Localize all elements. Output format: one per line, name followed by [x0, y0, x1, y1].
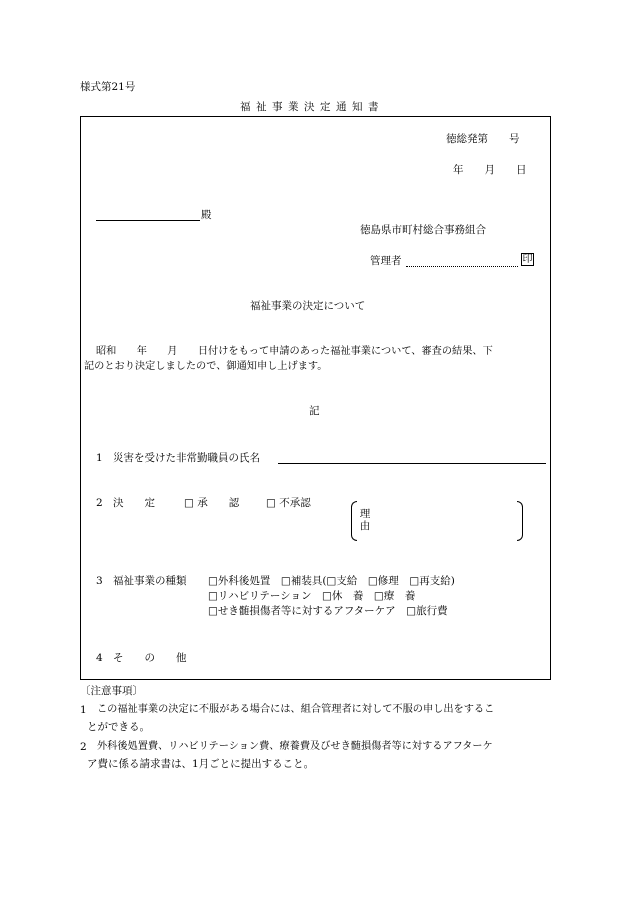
- ki-heading: 記: [309, 405, 320, 417]
- document-title: 福祉事業決定通知書: [240, 101, 384, 113]
- employee-name-line[interactable]: [278, 463, 546, 464]
- item-3-number: 3: [96, 575, 103, 587]
- reason-field[interactable]: [374, 503, 514, 539]
- item-4-label: そ の 他: [113, 652, 187, 664]
- issuer-organization: 徳島県市町村総合事務組合: [360, 224, 486, 236]
- document-number: 徳総発第 号: [446, 133, 520, 145]
- benefit-type-row-3[interactable]: □せき髄損傷者等に対するアフターケア □旅行費: [208, 605, 448, 617]
- item-3-label: 福祉事業の種類: [113, 575, 187, 587]
- seal-mark: 印: [522, 254, 533, 265]
- body-line-2: 記のとおり決定しましたので、御通知申し上げます。: [84, 361, 328, 372]
- benefit-type-row-2[interactable]: □リハビリテーション □休 養 □療 養: [208, 590, 416, 602]
- item-2-label: 決 定: [113, 497, 155, 509]
- addressee-suffix: 殿: [201, 209, 212, 221]
- form-number: 様式第21号: [80, 81, 136, 93]
- item-2-number: 2: [96, 497, 103, 509]
- note-2-line-1: 外科後処置費、リハビリテーション費、療養費及びせき髄損傷者等に対するアフターケ: [97, 741, 493, 752]
- subject-heading: 福祉事業の決定について: [250, 300, 366, 312]
- issue-date: 年 月 日: [453, 164, 527, 176]
- note-1-line-1: この福祉事業の決定に不服がある場合には、組合管理者に対して不服の申し出をするこ: [97, 704, 495, 715]
- notes-heading: 〔注意事項〕: [80, 685, 143, 697]
- note-2-line-2: ア費に係る請求書は、1月ごとに提出すること。: [87, 758, 315, 770]
- reason-bracket-right: [517, 501, 523, 541]
- note-1-line-2: とができる。: [87, 721, 150, 733]
- item-4-number: 4: [96, 652, 103, 664]
- approve-checkbox[interactable]: □ 承 認: [184, 497, 240, 509]
- reason-label: 理由: [359, 508, 371, 532]
- item-1-label: 災害を受けた非常勤職員の氏名: [113, 452, 260, 464]
- reason-bracket-left: [351, 501, 357, 541]
- note-1-number: 1: [80, 704, 87, 716]
- benefit-type-row-1[interactable]: □外科後処置 □補装具(□支給 □修理 □再支給): [208, 575, 455, 587]
- manager-signature-line[interactable]: [406, 266, 518, 267]
- addressee-line[interactable]: [96, 220, 200, 221]
- reject-checkbox[interactable]: □ 不承認: [266, 497, 311, 509]
- item-1-number: 1: [96, 452, 103, 464]
- note-2-number: 2: [80, 741, 87, 753]
- manager-label: 管理者: [370, 255, 402, 267]
- body-line-1: 昭和 年 月 日付けをもって申請のあった福祉事業について、審査の結果、下: [96, 346, 493, 357]
